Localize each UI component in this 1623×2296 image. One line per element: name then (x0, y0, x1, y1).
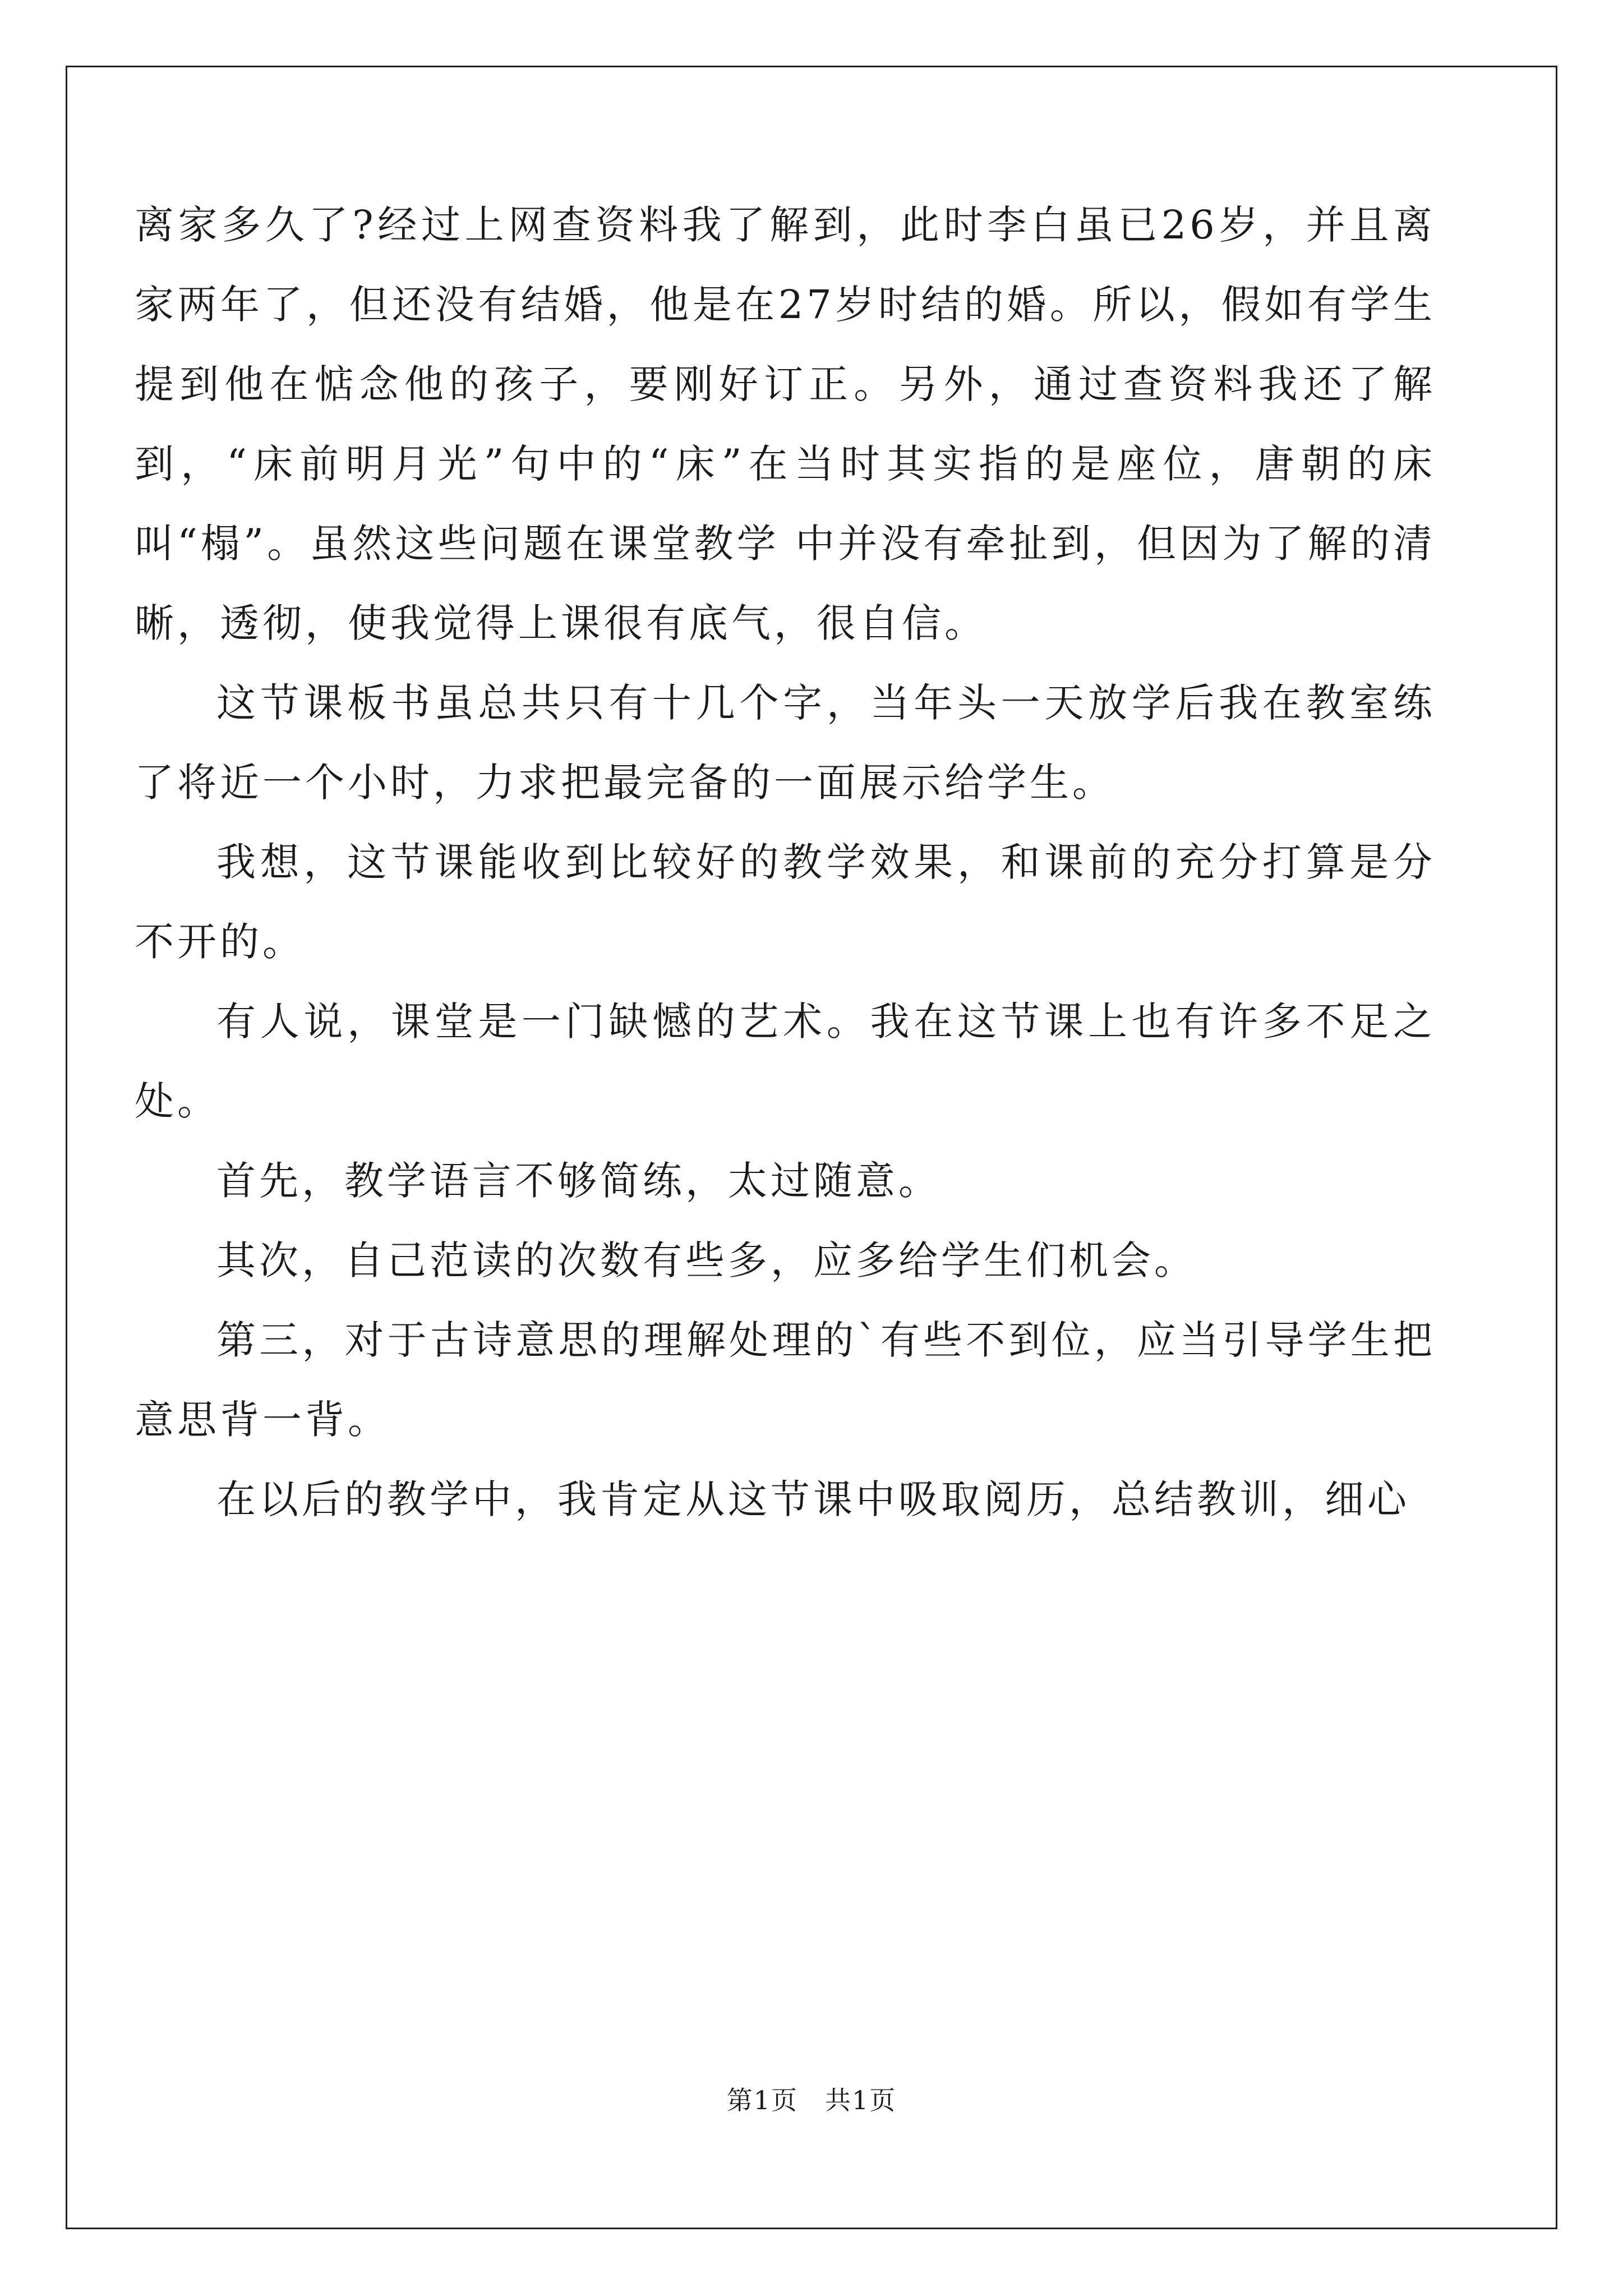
document-body (135, 185, 1436, 1539)
paragraph: 我想，这节课能收到比较好的教学效果，和课前的充分打算是分不开的。 (135, 839, 1436, 965)
paragraph: 有人说，课堂是一门缺憾的艺术。我在这节课上也有许多不足之处。 (135, 999, 1436, 1124)
paragraph: 首先，教学语言不够简练，太过随意。 (216, 1158, 941, 1204)
paragraph: 其次，自己范读的次数有些多，应多给学生们机会。 (216, 1237, 1197, 1283)
paragraph: 第三，对于古诗意思的理解处理的`有些不到位，应当引导学生把意思背一背。 (135, 1317, 1436, 1443)
page-footer: 第1页 共1页 (726, 2085, 897, 2115)
paragraph: 在以后的教学中，我肯定从这节课中吸取阅历，总结教训，细心 (216, 1476, 1410, 1522)
paragraph: 离家多久了?经过上网查资料我了解到，此时李白虽已26岁，并且离家两年了，但还没有结婚，他是在27岁时结的婚。所以，假如有学生提到他在惦念他的孩子，要刚好订正。另外，通过查资料我还了解到，“床前明月光”句中的“床”在当时其实指的是座位，唐朝的床叫“榻”。虽然这些问题在课堂教学 中并没有牵扯到，但因为了解的清晰，透彻，使我觉得上课很有底气，很自信。 (135, 202, 1436, 646)
paragraph: 这节课板书虽总共只有十几个字，当年头一天放学后我在教室练了将近一个小时，力求把最完备的一面展示给学生。 (135, 680, 1436, 806)
